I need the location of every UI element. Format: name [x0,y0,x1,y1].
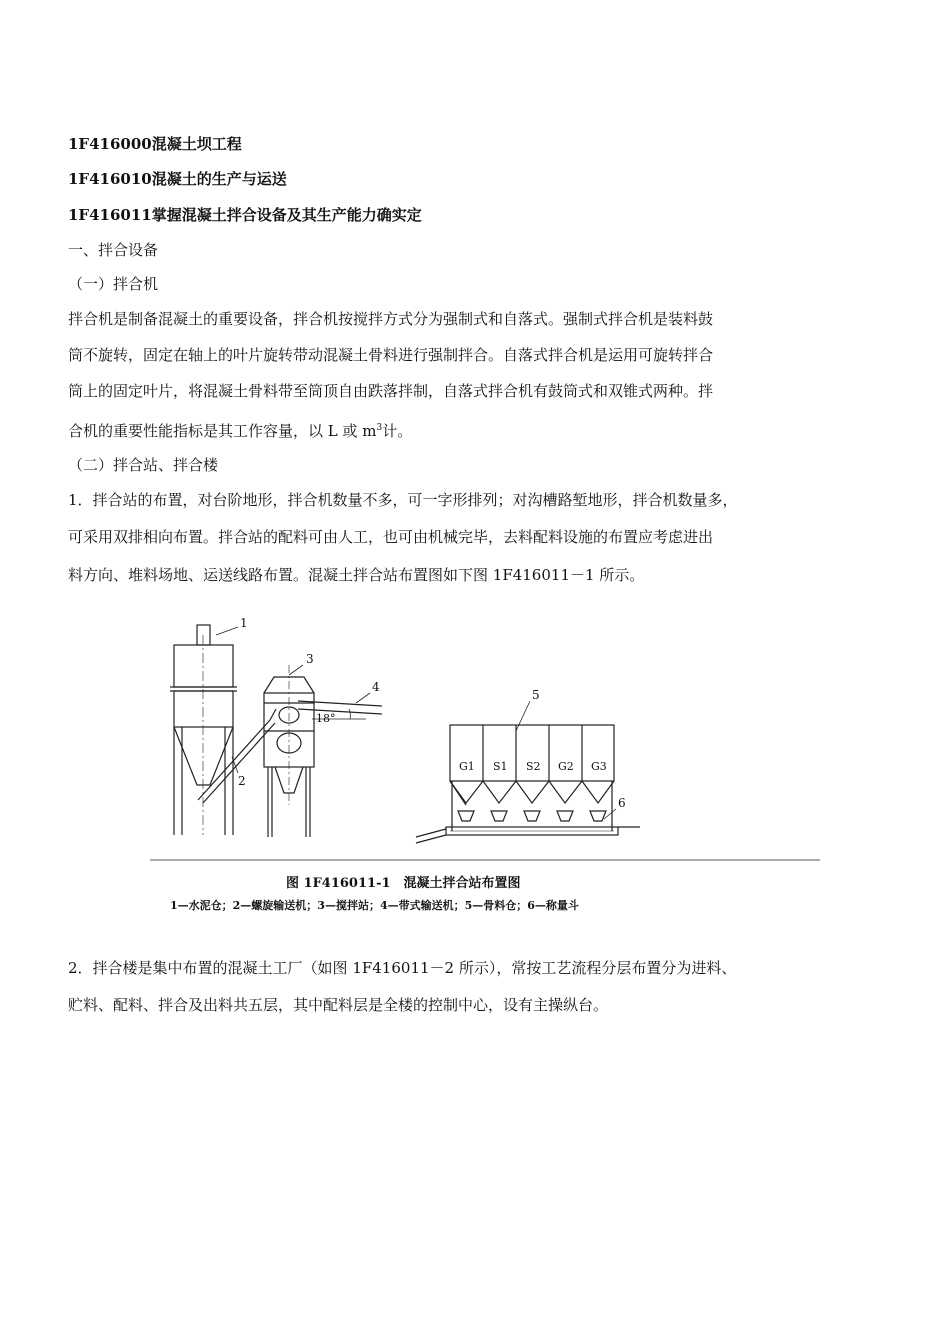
section-title: 一、拌合设备 [68,241,159,259]
angle-label: 18° [316,712,336,725]
subsection-mixer-title: （一）拌合机 [68,275,159,293]
callout-number: 2 [238,774,246,788]
paragraph-text: 计。 [382,422,413,440]
heading-subsection: 1F416011掌握混凝土拌合设备及其生产能力确实定 [68,206,422,224]
weigh-hopper [557,811,573,821]
silo-body [174,645,233,687]
callout-number: 6 [618,796,626,810]
figure-caption: 图 1F416011-1 混凝土拌合站布置图 [286,876,521,891]
screw-conveyor [198,720,270,800]
weigh-hopper [491,811,507,821]
paragraph-text: 合机的重要性能指标是其工作容量，以 L 或 m [68,422,377,440]
heading-chapter: 1F416000混凝土坝工程 [68,135,242,153]
callout-number: 5 [532,688,540,702]
paragraph-line: 筒上的固定叶片，将混凝土骨料带至筒顶自由跌落拌制，自落式拌合机有鼓筒式和双锥式两种。拌 [68,382,714,400]
subsection-station-title: （二）拌合站、拌合楼 [68,456,219,474]
paragraph-line: 1．拌合站的布置，对台阶地形，拌合机数量不多，可一字形排列；对沟槽路堑地形，拌合机数量多， [68,491,738,509]
paragraph-line: 筒不旋转，固定在轴上的叶片旋转带动混凝土骨料进行强制拌合。自落式拌合机是运用可旋转拌合 [68,346,714,364]
callout-number: 3 [306,652,314,666]
paragraph-line: 贮料、配料、拌合及出料共五层，其中配料层是全楼的控制中心，设有主操纵台。 [68,996,609,1014]
weigh-hopper [458,811,474,821]
silo-vent [197,625,210,645]
weigh-hopper [524,811,540,821]
callout-number: 1 [240,616,248,630]
heading-section: 1F416010混凝土的生产与运送 [68,170,287,188]
bin-label: S1 [493,760,508,773]
superscript: 3 [376,423,383,433]
bin-label: G1 [459,760,475,773]
bin-label: S2 [526,760,541,773]
paragraph-line: 拌合机是制备混凝土的重要设备，拌合机按搅拌方式分为强制式和自落式。强制式拌合机是装料鼓 [68,310,714,328]
bin-label: G2 [558,760,574,773]
callout-number: 4 [372,680,380,694]
paragraph-line: 2．拌合楼是集中布置的混凝土工厂（如图 1F416011－2 所示），常按工艺流程分层布置分为进料、 [68,959,737,977]
paragraph-line: 可采用双排相向布置。拌合站的配料可由人工，也可由机械完毕，去料配料设施的布置应考虑进出 [68,528,714,546]
paragraph-line [68,421,412,441]
mixing-station-figure [120,605,820,925]
weigh-hopper [590,811,606,821]
bin-label: G3 [591,760,607,773]
paragraph-line: 料方向、堆料场地、运送线路布置。混凝土拌合站布置图如下图 1F416011－1 所示。 [68,566,645,584]
figure-legend: 1—水泥仓；2—螺旋输送机；3—搅拌站；4—带式输送机；5—骨料仓；6—称量斗 [170,899,579,912]
